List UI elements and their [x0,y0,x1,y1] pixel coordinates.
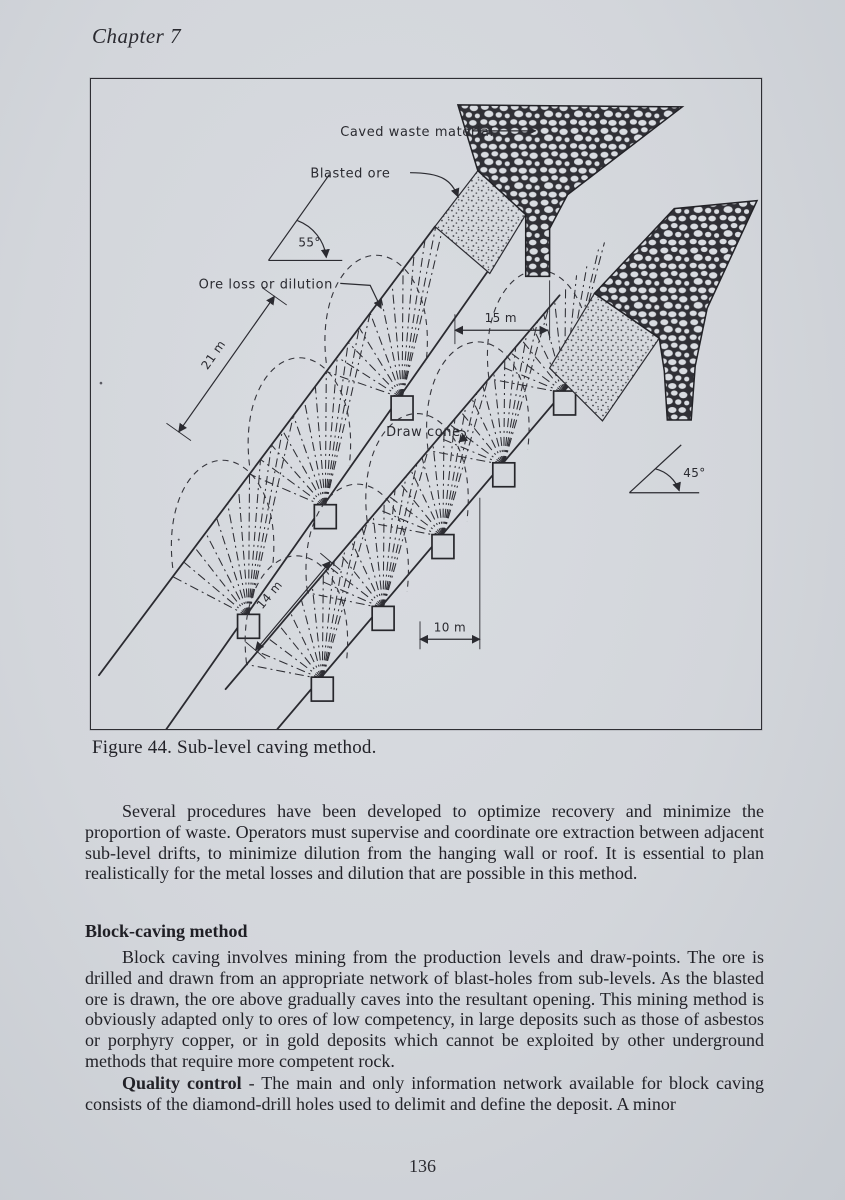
scan-speck [100,382,103,385]
angle-45-label: 45° [683,465,706,480]
blasted-ore-label: Blasted ore [310,166,391,182]
dim-14m-label: 14 m [253,577,286,612]
dim-10m-label: 10 m [433,620,467,635]
figure-44-box [90,78,762,730]
dimension-21m [166,288,286,441]
sublevel-caving-diagram [91,79,761,729]
page-number: 136 [409,1156,436,1176]
caved-waste-label: Caved waste material [340,124,494,140]
angle-55-label: 55° [298,235,321,250]
draw-cone-label: Draw cone [386,424,461,440]
paragraph-block-caving: Block caving involves mining from the production levels and draw-points. The ore is drilled and drawn from an appropriate network of blast-holes from sub-levels. As the blasted ore is drawn, the ore above gradually caves into the resultant opening. This mining method is obviously adapted only to ores of low competency, in large deposits such as those of asbestos or porphyry copper, or in gold deposits which cannot be exploited by other underground methods that require more competent rock. [85,947,764,1071]
ore-loss-arrow [340,283,381,308]
figure-caption: Figure 44. Sub-level caving method. [92,737,377,758]
dim-15m-label: 15 m [484,311,517,326]
chapter-header: Chapter 7 [92,24,182,48]
paragraph-quality-control [85,1073,764,1115]
scan-speck [178,539,180,541]
blasted-ore-arrow [410,173,458,197]
paragraph-sublevel: Several procedures have been developed to optimize recovery and minimize the proportion of waste. Operators must supervise and coordinate ore extraction between adjacent sub-level drifts, to minimize dilution from the hanging wall or roof. It is essential to plan realistically for the metal losses and dilution that are possible in this method. [85,801,764,884]
dim-21m-label: 21 m [198,337,229,373]
quality-control-text: - The main and only information network available for block caving consists of the diamond-drill holes used to delimit and define the deposit. A minor [85,1073,764,1114]
panel-linework [99,211,604,729]
quality-control-lead: Quality control [122,1073,242,1093]
ore-loss-label: Ore loss or dilution [198,277,333,293]
section-heading-block-caving: Block-caving method [85,921,248,941]
